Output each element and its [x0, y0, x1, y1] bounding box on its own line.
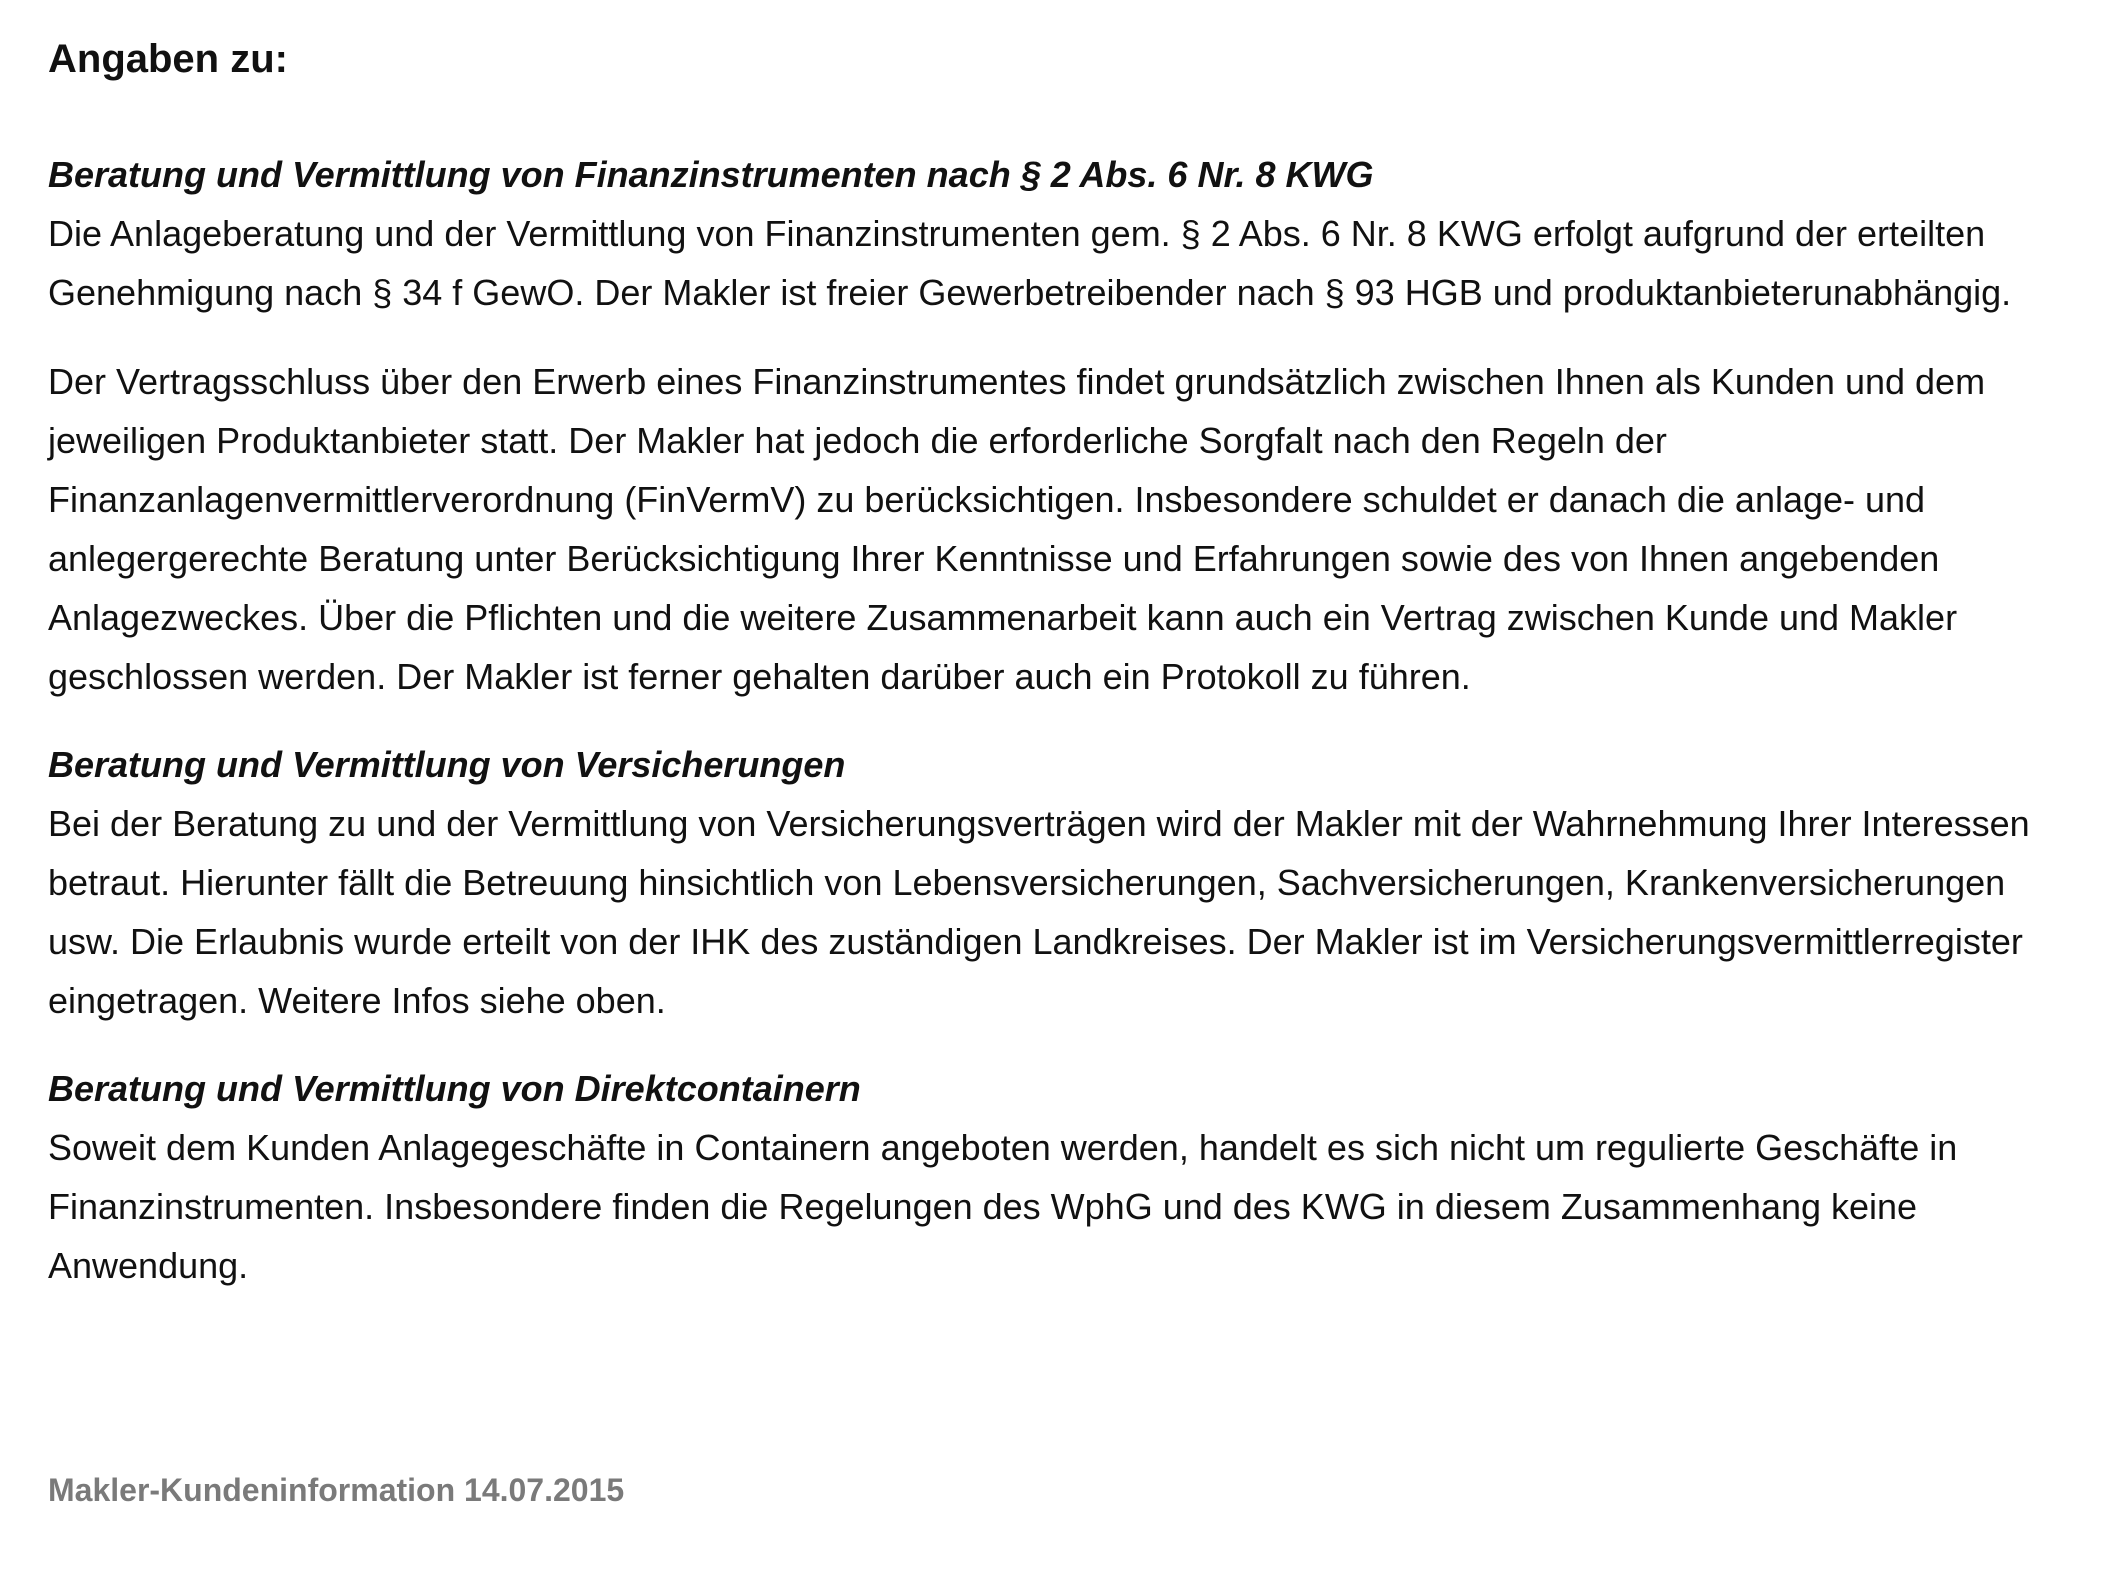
page-footer: Makler-Kundeninformation 14.07.2015: [48, 1472, 625, 1508]
section-versicherungen: [48, 736, 2068, 1030]
section-finanzinstrumente: [48, 146, 2068, 706]
section-paragraph: Bei der Beratung zu und der Vermittlung von Versicherungsverträgen wird der Makler mit der Wahrnehmung Ihrer Interessen betraut. Hierunter fällt die Betreuung hinsichtlich von Lebensversicherungen, Sachversicherungen, Krankenversicherungen usw. Die Erlaubnis wurde erteilt von der IHK des zuständigen Landkreises. Der Makler ist im Versicherungsvermittlerregister eingetragen. Weitere Infos siehe oben.: [48, 803, 2030, 1021]
section-paragraph: Soweit dem Kunden Anlagegeschäfte in Containern angeboten werden, handelt es sich nicht um regulierte Geschäfte in Finanzinstrumenten. Insbesondere finden die Regelungen des WphG und des KWG in diesem Zusammenhang keine Anwendung.: [48, 1127, 1958, 1286]
page-title: Angaben zu:: [48, 37, 288, 81]
section-direktcontainer: [48, 1060, 2068, 1295]
section-heading: Beratung und Vermittlung von Finanzinstrumenten nach § 2 Abs. 6 Nr. 8 KWG: [48, 154, 1374, 195]
section-paragraph: Der Vertragsschluss über den Erwerb eines Finanzinstrumentes findet grundsätzlich zwischen Ihnen als Kunden und dem jeweiligen Produktanbieter statt. Der Makler hat jedoch die erforderliche Sorgfalt nach den Regeln der Finanzanlagenvermittlerverordnung (FinVermV) zu berücksichtigen. Insbesondere schuldet er danach die anlage- und anlegergerechte Beratung unter Berücksichtigung Ihrer Kenntnisse und Erfahrungen sowie des von Ihnen angebenden Anlagezweckes. Über die Pflichten und die weitere Zusammenarbeit kann auch ein Vertrag zwischen Kunde und Makler geschlossen werden. Der Makler ist ferner gehalten darüber auch ein Protokoll zu führen.: [48, 361, 1986, 697]
section-heading: Beratung und Vermittlung von Versicherungen: [48, 744, 846, 785]
document-page: [48, 30, 2068, 1325]
section-paragraph: Die Anlageberatung und der Vermittlung von Finanzinstrumenten gem. § 2 Abs. 6 Nr. 8 KWG erfolgt aufgrund der erteilten Genehmigung nach § 34 f GewO. Der Makler ist freier Gewerbetreibender nach § 93 HGB und produktanbieterunabhängig.: [48, 213, 2012, 313]
section-heading: Beratung und Vermittlung von Direktcontainern: [48, 1068, 861, 1109]
